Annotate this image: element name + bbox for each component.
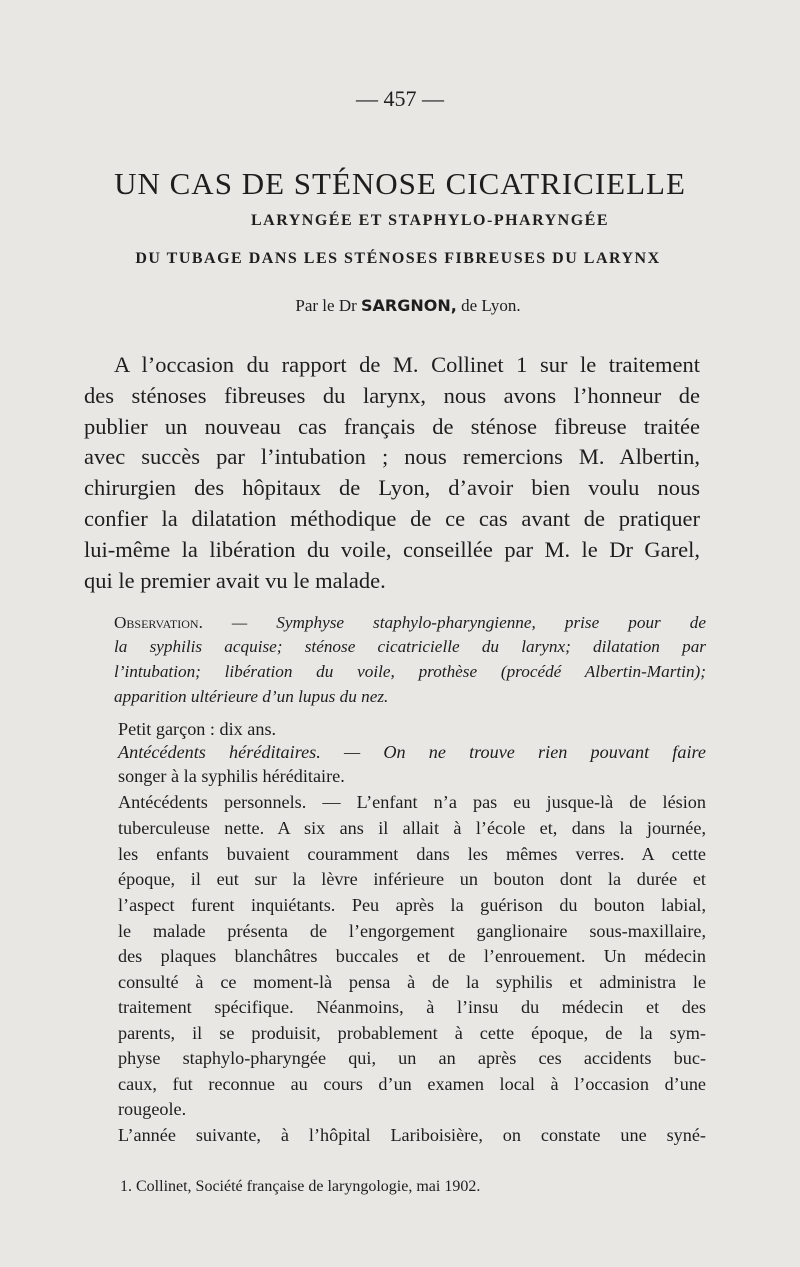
observation-line: apparition ultérieure d’un lupus du nez. [114, 687, 389, 706]
body-line: traitement spécifique. Néanmoins, à l’insu du médecin et des [118, 997, 706, 1017]
body-line: l’aspect furent inquiétants. Peu après la guérison du bouton labial, [118, 895, 706, 915]
article-subtitle-2: DU TUBAGE DANS LES STÉNOSES FIBREUSES DU LARYNX [135, 250, 661, 267]
author-line [8, 296, 800, 316]
body-line: époque, il eut sur la lèvre inférieure un bouton dont la durée et [118, 869, 706, 889]
observation-line: la syphilis acquise; sténose cicatricielle du larynx; dilatation par [114, 637, 706, 656]
body-line: consulté à ce moment-là pensa à de la syphilis et administra le [118, 972, 706, 992]
body-line: tuberculeuse nette. A six ans il allait à l’école et, dans la journée, [118, 818, 706, 838]
body-line: Antécédents personnels. — L’enfant n’a pas eu jusque-là de lésion [118, 792, 706, 812]
intro-line: publier un nouveau cas français de sténose fibreuse traitée [84, 414, 700, 439]
article-subtitle-1: LARYNGÉE ET STAPHYLO-PHARYNGÉE [251, 212, 609, 229]
body-line: rougeole. [118, 1099, 187, 1119]
author-suffix: de Lyon. [461, 296, 521, 315]
article-title: UN CAS DE STÉNOSE CICATRICIELLE [114, 166, 686, 201]
observation-line: Observation. — Symphyse staphylo-pharyngienne, prise pour de [114, 613, 707, 632]
intro-line: avec succès par l’intubation ; nous remercions M. Albertin, [84, 444, 700, 469]
body-line: caux, fut reconnue au cours d’un examen local à l’occasion d’une [118, 1074, 706, 1094]
body-line: Antécédents héréditaires. — On ne trouve rien pouvant faire [118, 742, 706, 762]
body-line: le malade présenta de l’engorgement ganglionaire sous-maxillaire, [118, 921, 706, 941]
body-line: parents, il se produisit, probablement à cette époque, de la sym- [118, 1023, 706, 1043]
observation-line: l’intubation; libération du voile, prothèse (procédé Albertin-Martin); [114, 662, 706, 681]
body-line: physe staphylo-pharyngée qui, un an après ces accidents buc- [118, 1048, 706, 1068]
body-line: L’année suivante, à l’hôpital Lariboisière, on constate une syné- [118, 1125, 706, 1145]
body-line: les enfants buvaient couramment dans les mêmes verres. A cette [118, 844, 706, 864]
body-line: Petit garçon : dix ans. [118, 719, 277, 739]
intro-line: lui-même la libération du voile, conseillée par M. le Dr Garel, [84, 537, 700, 562]
body-line: songer à la syphilis héréditaire. [118, 766, 345, 786]
observation-label: Observation. [114, 613, 203, 632]
intro-line: qui le premier avait vu le malade. [84, 568, 386, 593]
page-number: — 457 — [356, 86, 444, 111]
intro-line: chirurgien des hôpitaux de Lyon, d’avoir bien voulu nous [84, 475, 700, 500]
author-prefix: Par le Dr [295, 296, 357, 315]
body-line: des plaques blanchâtres buccales et de l’enrouement. Un médecin [118, 946, 706, 966]
footnote: 1. Collinet, Société française de laryngologie, mai 1902. [120, 1178, 481, 1195]
author-name: SARGNON, [361, 296, 457, 315]
intro-line: des sténoses fibreuses du larynx, nous avons l’honneur de [84, 383, 700, 408]
intro-line: A l’occasion du rapport de M. Collinet 1 sur le traitement [114, 352, 700, 377]
intro-line: confier la dilatation méthodique de ce cas avant de pratiquer [84, 506, 700, 531]
